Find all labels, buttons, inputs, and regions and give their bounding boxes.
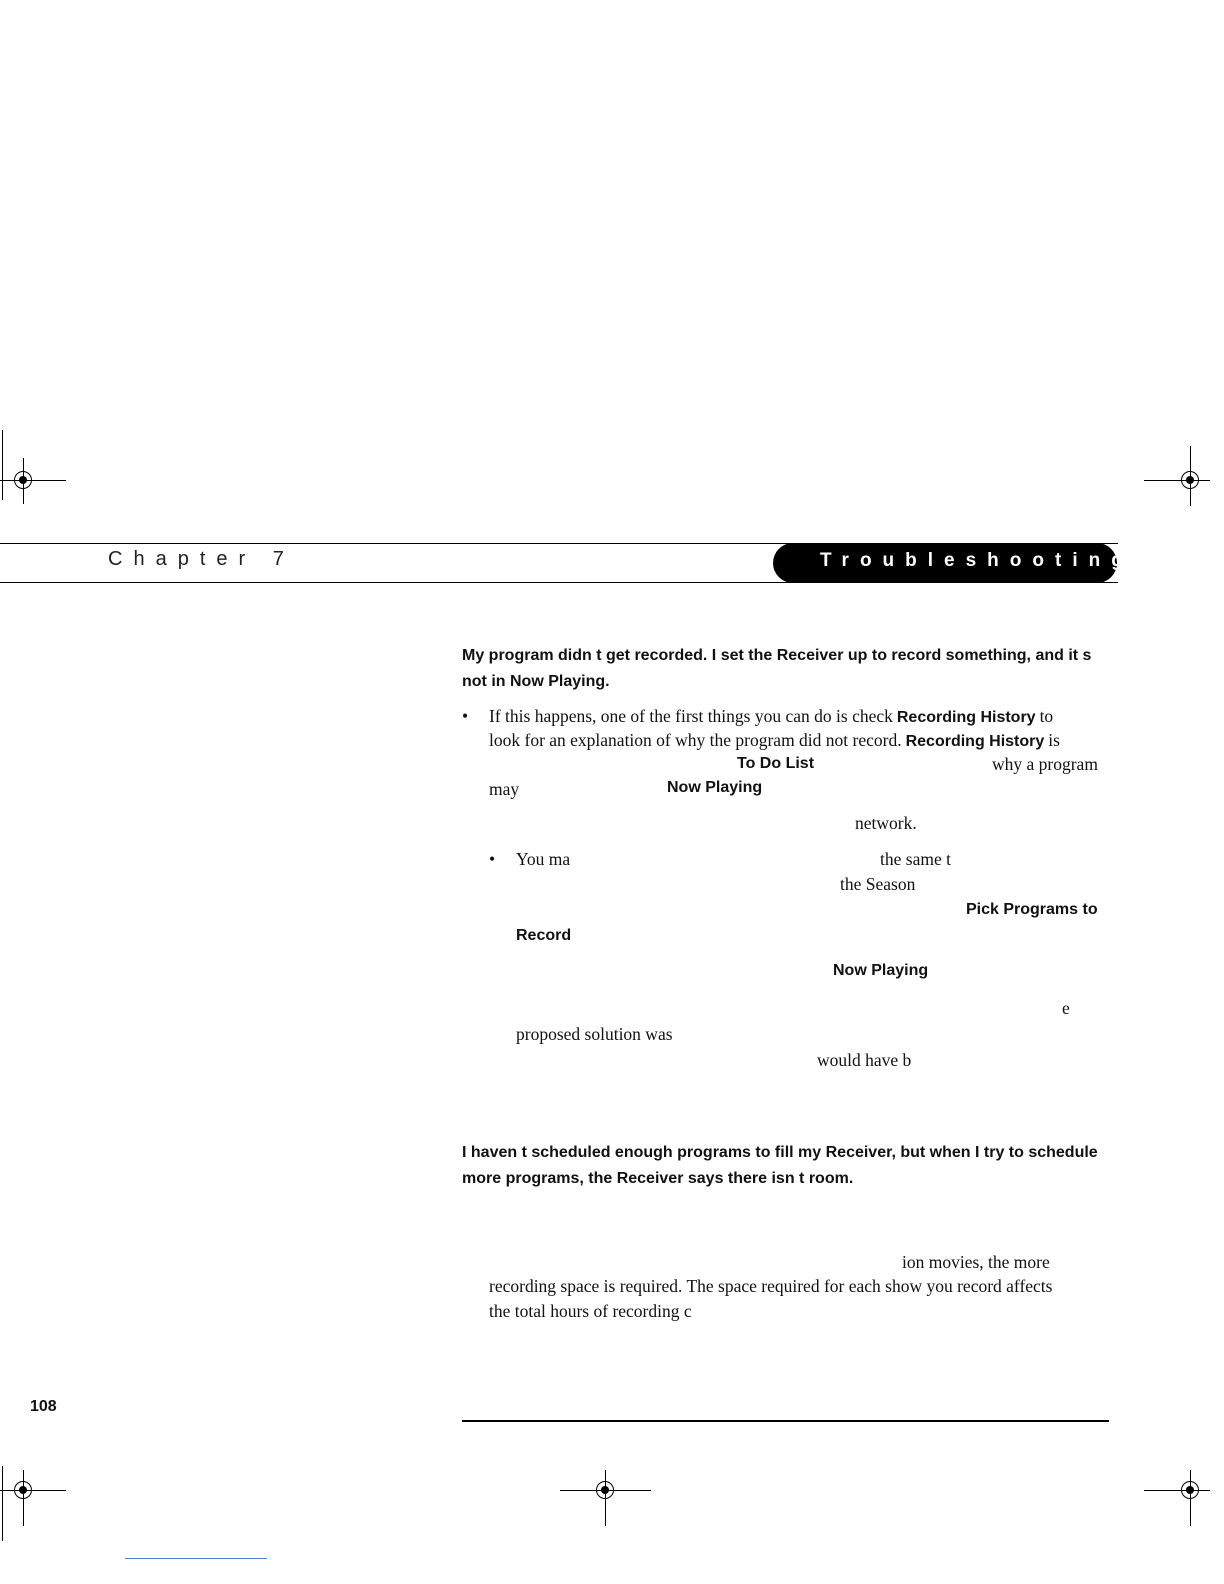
footer-rule	[462, 1420, 1109, 1422]
body-text: ion movies, the more	[902, 1252, 1050, 1272]
registration-mark-top-right	[1144, 446, 1224, 516]
body-text: to	[1039, 706, 1054, 726]
body-text: network.	[855, 813, 917, 833]
page-number: 108	[30, 1398, 57, 1415]
body-text: would have b	[817, 1050, 912, 1070]
bullet-marker: •	[489, 849, 496, 869]
body-text: is	[1048, 730, 1060, 750]
body-text: why a program	[992, 754, 1098, 774]
bold-term: Recording History	[905, 733, 1045, 750]
body-text: the total hours of recording c	[489, 1301, 692, 1321]
question-heading: I haven t scheduled enough programs to fill my Receiver, but when I try to schedule more programs, the Receiver says there isn t room.	[462, 1144, 1098, 1187]
body-text: If this happens, one of the first things you can do is check	[489, 706, 893, 726]
body-text: the same t	[880, 849, 951, 869]
bold-term: Now Playing	[667, 779, 763, 796]
bullet-marker: •	[462, 706, 469, 726]
body-text: look for an explanation of why the program did not record.	[489, 730, 902, 750]
section-title: Troubleshooting	[820, 550, 1134, 571]
registration-mark-bottom-left	[0, 1466, 70, 1546]
body-text: e	[1062, 998, 1070, 1018]
body-text: recording space is required. The space required for each show you record affects	[489, 1276, 1053, 1296]
question-heading: My program didn t get recorded. I set the Receiver up to record something, and it s not in Now Playing.	[462, 647, 1092, 690]
registration-mark-top-left	[0, 430, 70, 530]
bold-term: Pick Programs to	[966, 901, 1098, 918]
bold-term: To Do List	[737, 755, 815, 772]
paragraph-line	[489, 730, 1060, 751]
blue-underline	[125, 1558, 267, 1559]
body-text: You ma	[516, 849, 571, 869]
bold-term: Record	[516, 927, 572, 944]
body-text: proposed solution was	[516, 1024, 673, 1044]
registration-mark-bottom-center	[560, 1466, 652, 1530]
registration-mark-bottom-right	[1144, 1466, 1224, 1530]
body-text: the Season	[840, 874, 916, 894]
body-text: may	[489, 779, 520, 799]
paragraph-line	[489, 706, 1053, 727]
bold-term: Now Playing	[833, 962, 929, 979]
bold-term: Recording History	[896, 709, 1036, 726]
chapter-label: Chapter 7	[108, 548, 295, 570]
